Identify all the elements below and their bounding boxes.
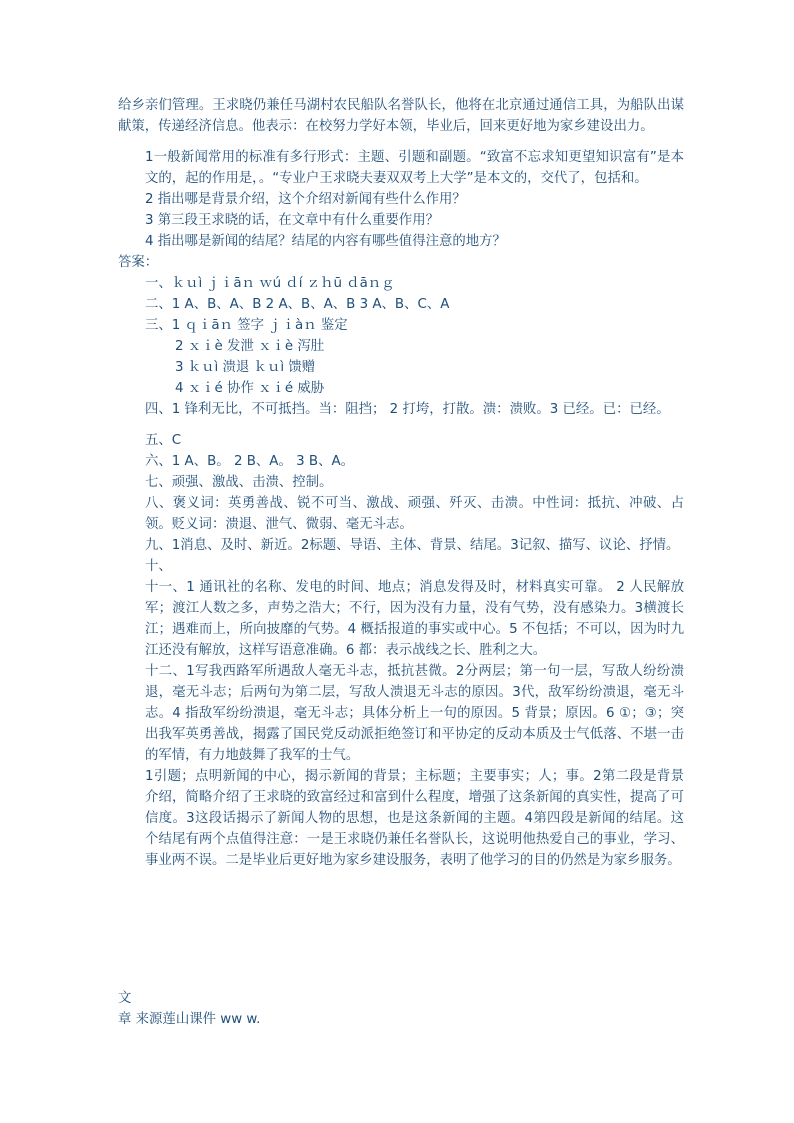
answer-3-1: 三、1 ｑｉāｎ 签字 ｊｉàｎ 鉴定	[145, 318, 348, 333]
footer-line-1: 文	[118, 991, 132, 1006]
answer-1: 一、ｋｕì ｊｉāｎ ｗú ｄí ｚｈū ｄāｎｇ	[145, 276, 395, 291]
paragraph-gap	[118, 420, 684, 430]
intro-paragraph: 给乡亲们管理。王求晓仍兼任马湖村农民船队名誉队长，他将在北京通过通信工具，为船队出谋献策，传递经济信息。他表示：在校努力学好本领，毕业后，回来更好地为家乡建设出力。	[118, 98, 684, 134]
answer-3-4: 4 ｘｉé 协作 ｘｉé 威胁	[175, 381, 325, 396]
answer-2: 二、1 A、B、A、B 2 A、B、A、B 3 A、B、C、A	[145, 297, 450, 312]
answers-label: 答案：	[118, 255, 159, 270]
answer-4: 四、1 锋利无比，不可抵挡。当：阻挡； 2 打垮，打散。溃：溃败。3 已经。已：已经。	[145, 402, 670, 417]
answer-3-2: 2 ｘｉè 发泄 ｘｉè 泻肚	[175, 339, 325, 354]
footer-watermark	[118, 988, 260, 1030]
answer-13: 1引题；点明新闻的中心，揭示新闻的背景；主标题；主要事实；人；事。2第二段是背景介绍，简略介绍了王求晓的致富经过和富到什么程度，增强了这条新闻的真实性，提高了可信度。3这段话揭示了新闻人物的思想，也是这条新闻的主题。4第四段是新闻的结尾。这个结尾有两个点值得注意：一是王求晓仍兼任名誉队长，这说明他热爱自己的事业，学习、事业两不误。二是毕业后更好地为家乡建设服务，表明了他学习的目的仍然是为家乡服务。	[145, 769, 684, 868]
answer-7: 七、顽强、激战、击溃、控制。	[145, 475, 333, 490]
document-body	[118, 95, 684, 871]
answer-12: 十二、1写我西路军所遇敌人毫无斗志，抵抗甚微。2分两层；第一句一层，写敌人纷纷溃退，毫无斗志；后两句为第二层，写敌人溃退无斗志的原因。3代，敌军纷纷溃退，毫无斗志。4 指敌军纷纷溃退，毫无斗志；具体分析上一句的原因。5 背景；原因。6 ①；③；突出我军英勇善战，揭露了国民党反动派拒绝签订和平协定的反动本质及士气低落、不堪一击的军情，有力地鼓舞了我军的士气。	[145, 664, 684, 763]
question-4: 4 指出哪是新闻的结尾？结尾的内容有哪些值得注意的地方？	[145, 234, 506, 249]
answer-3-3: 3 ｋｕì 溃退 ｋｕì 馈赠	[175, 360, 316, 375]
answer-10: 十、	[145, 559, 172, 574]
question-2: 2 指出哪是背景介绍，这个介绍对新闻有些什么作用？	[145, 192, 466, 207]
answer-8: 八、褒义词：英勇善战、锐不可当、激战、顽强、歼灭、击溃。中性词：抵抗、冲破、占领。贬义词：溃退、泄气、微弱、毫无斗志。	[145, 496, 684, 532]
footer-line-2: 章 来源莲山课件 ww w.	[118, 1012, 261, 1027]
answer-6: 六、1 A、B。 2 B、A。 3 B、A。	[145, 454, 355, 469]
answer-5: 五、C	[145, 433, 182, 448]
paragraph-gap	[118, 137, 684, 147]
question-1: 1一般新闻常用的标准有多行形式：主题、引题和副题。“致富不忘求知更望知识富有”是本文的，起的作用是，。“专业户王求晓夫妻双双考上大学”是本文的，交代了，包括和。	[145, 150, 684, 186]
answer-9: 九、1消息、及时、新近。2标题、导语、主体、背景、结尾。3记叙、描写、议论、抒情。	[145, 538, 680, 553]
question-3: 3 第三段王求晓的话，在文章中有什么重要作用？	[145, 213, 439, 228]
answer-11: 十一、1 通讯社的名称、发电的时间、地点；消息发得及时，材料真实可靠。 2 人民解放军；渡江人数之多，声势之浩大；不行，因为没有力量，没有气势，没有感染力。3横渡长江；遇难而上，所向披靡的气势。4 概括报道的事实或中心。5 不包括；不可以，因为时九江还没有解放，这样写语意准确。6 都：表示战线之长、胜利之大。	[145, 580, 684, 658]
